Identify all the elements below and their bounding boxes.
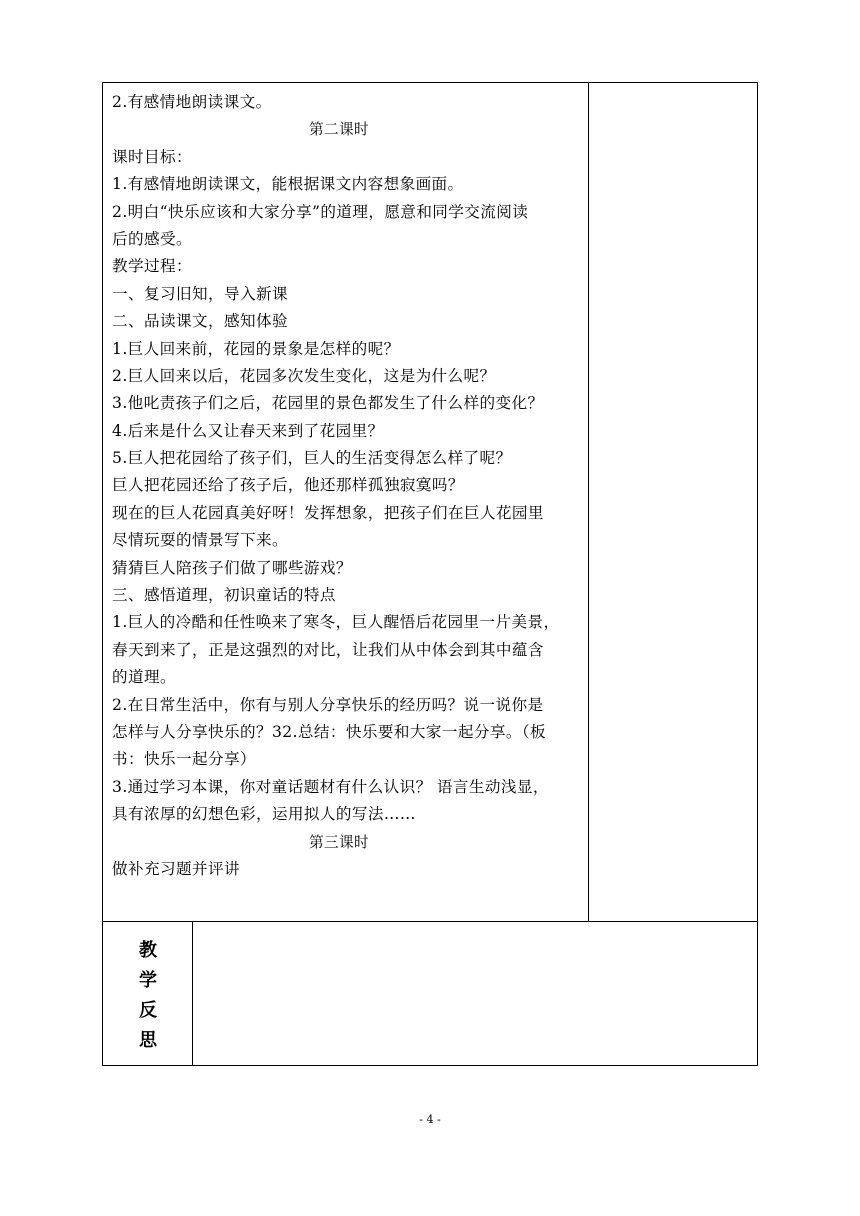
lesson-text-line: 4.后来是什么又让春天来到了花园里？ <box>112 421 384 440</box>
lesson-text-line: 1.巨人的冷酷和任性唤来了寒冬，巨人醒悟后花园里一片美景， <box>112 613 560 632</box>
lesson-text-line: 怎样与人分享快乐的？32.总结：快乐要和大家一起分享。（板 <box>112 722 547 741</box>
lesson-text-line: 5.巨人把花园给了孩子们，巨人的生活变得怎么样了呢？ <box>112 449 512 468</box>
lesson-text-line: 三、感悟道理，初识童话的特点 <box>112 586 336 605</box>
lesson-text-line: 3.他叱责孩子们之后，花园里的景色都发生了什么样的变化？ <box>112 394 544 413</box>
lesson-section-heading: 第二课时 <box>309 121 369 139</box>
lesson-content-cell <box>103 83 589 921</box>
lesson-text-line: 具有浓厚的幻想色彩，运用拟人的写法…… <box>112 805 416 824</box>
lesson-text-line: 2.明白“快乐应该和大家分享”的道理，愿意和同学交流阅读 <box>112 202 529 221</box>
reflection-label-char: 学 <box>139 970 157 991</box>
page-number: - 4 - <box>419 1113 441 1126</box>
lesson-text-line: 3.通过学习本课，你对童话题材有什么认识？ 语言生动浅显， <box>112 777 549 796</box>
lesson-text-line: 课时目标： <box>112 147 192 166</box>
reflection-label-cell <box>103 922 193 1065</box>
lesson-text-line: 书：快乐一起分享） <box>112 750 256 769</box>
lesson-text-line: 二、品读课文，感知体验 <box>112 312 288 331</box>
lesson-text-line: 现在的巨人花园真美好呀！发挥想象，把孩子们在巨人花园里 <box>112 503 544 522</box>
reflection-label-char: 思 <box>139 1030 157 1051</box>
lesson-text-line: 教学过程： <box>112 257 192 276</box>
lesson-text-line: 2.在日常生活中，你有与别人分享快乐的经历吗？说一说你是 <box>112 695 544 714</box>
lesson-text-line: 巨人把花园还给了孩子后，他还那样孤独寂寞吗？ <box>112 476 464 495</box>
lesson-text-line: 春天到来了，正是这强烈的对比，让我们从中体会到其中蕴含 <box>112 640 544 659</box>
lesson-text-line: 1.巨人回来前，花园的景象是怎样的呢？ <box>112 339 400 358</box>
lesson-content-row <box>103 83 757 922</box>
lesson-text-line: 2.巨人回来以后，花园多次发生变化，这是为什么呢？ <box>112 366 496 385</box>
lesson-text-line: 猜猜巨人陪孩子们做了哪些游戏？ <box>112 558 352 577</box>
lesson-section-heading: 第三课时 <box>309 833 369 851</box>
lesson-text-line: 做补充习题并评讲 <box>112 859 240 878</box>
lesson-text-line: 2.有感情地朗读课文。 <box>112 93 272 111</box>
reflection-row <box>103 922 757 1065</box>
lesson-text-block <box>112 89 586 883</box>
reflection-label-char: 反 <box>139 1000 157 1021</box>
lesson-text-line: 1.有感情地朗读课文，能根据课文内容想象画面。 <box>112 175 464 194</box>
lesson-plan-table <box>102 82 758 1066</box>
lesson-text-line: 的道理。 <box>112 668 176 687</box>
lesson-text-line: 一、复习旧知，导入新课 <box>112 284 288 303</box>
lesson-text-line: 后的感受。 <box>112 229 192 248</box>
lesson-text-line: 尽情玩耍的情景写下来。 <box>112 531 288 550</box>
reflection-label-char: 教 <box>139 940 157 961</box>
reflection-label <box>103 936 193 1056</box>
